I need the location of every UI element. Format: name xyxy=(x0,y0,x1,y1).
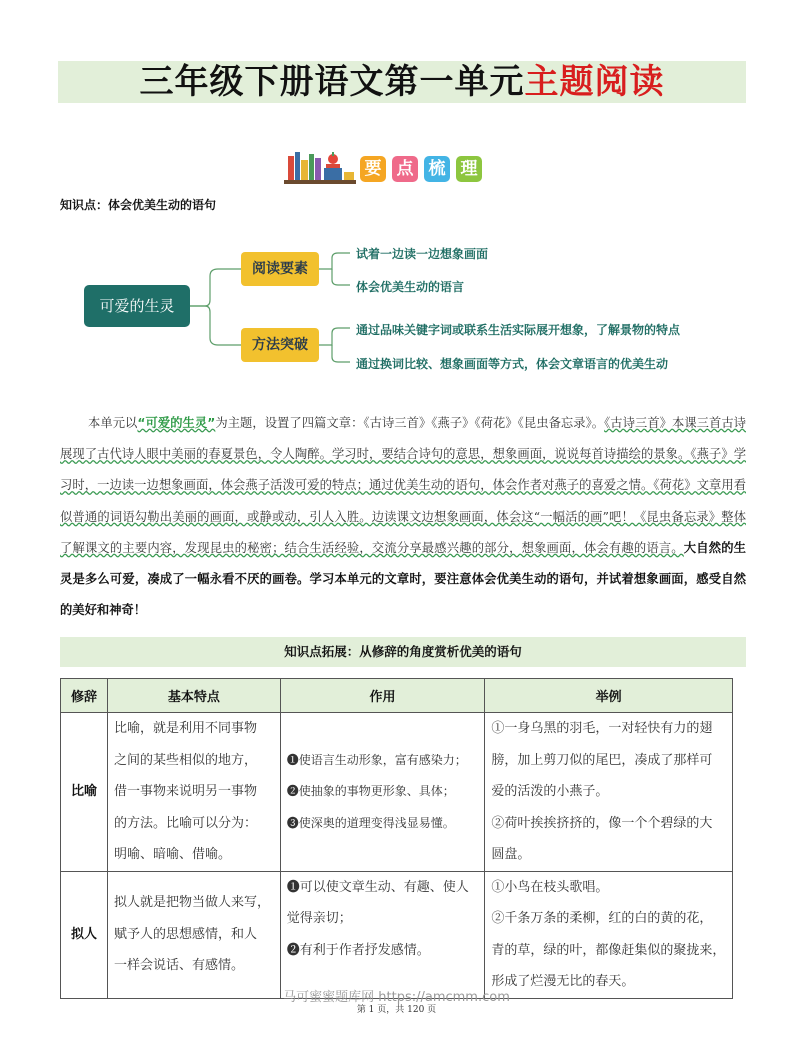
examples-line: 圆盘。 xyxy=(491,847,531,862)
mindmap-connectors xyxy=(0,0,793,400)
table-header: 作用 xyxy=(280,679,485,713)
features-line: 拟人就是把物当做人来写， xyxy=(113,895,270,911)
features-line: 赋予人的思想感情，和人 xyxy=(113,926,257,942)
features-line: 一样会说话、有感情。 xyxy=(113,958,244,974)
mindmap-branch-method: 方法突破 xyxy=(241,328,319,362)
examples-line: ②荷叶挨挨挤挤的，像一个个碧绿的大 xyxy=(491,815,713,831)
title-main: 三年级下册语文第一单元 xyxy=(139,62,525,102)
section-badge-3: 梳 xyxy=(424,156,450,182)
features-line: 的方法。比喻可以分为： xyxy=(113,815,257,831)
examples-line: 爱的活泼的小燕子。 xyxy=(491,784,609,799)
examples-line: ②千条万条的柔柳，红的白的黄的花， xyxy=(491,911,713,926)
intro-summary-text: 大自然的生灵是多么可爱，凑成了一幅永看不厌的画卷。学习本单元的文章时，要注意体会优美生动的语句，并试着想象画面，感受自然的美好和神奇！ xyxy=(60,540,746,618)
effects-line: ❸使深奥的道理变得浅显易懂。 xyxy=(286,815,455,830)
mindmap-leaf: 体会优美生动的语言 xyxy=(356,280,465,294)
examples-line: 青的草，绿的叶，都像赶集似的聚拢来， xyxy=(491,942,726,958)
mindmap-leaf: 试着一边读一边想象画面 xyxy=(356,247,489,261)
examples-cell xyxy=(485,871,733,998)
table-row xyxy=(61,871,733,998)
effects-line: 觉得亲切； xyxy=(286,911,352,926)
mindmap-branch-reading: 阅读要素 xyxy=(241,252,319,286)
intro-text: 为主题，设置了四篇文章：《古诗三首》《燕子》《荷花》《昆虫备忘录》。 xyxy=(215,416,605,430)
unit-theme: “可爱的生灵” xyxy=(137,416,216,430)
table-header: 修辞 xyxy=(61,679,108,713)
extension-heading: 知识点拓展：从修辞的角度赏析优美的语句 xyxy=(60,637,746,667)
table-header: 举例 xyxy=(485,679,733,713)
table-row xyxy=(61,713,733,872)
title-highlight: 主题阅读 xyxy=(524,62,665,102)
effects-cell xyxy=(280,713,485,872)
page-number: 第 1 页，共 120 页 xyxy=(356,1005,437,1015)
section-badge-4: 理 xyxy=(456,156,482,182)
watermark: 马可蜜蜜题库网 https://amcmm.com xyxy=(283,990,510,1005)
effects-cell xyxy=(280,871,485,998)
effects-line: ❷使抽象的事物更形象、具体； xyxy=(286,784,455,798)
features-line: 之间的某些相似的地方， xyxy=(113,752,257,768)
effects-line: ❶使语言生动形象，富有感染力； xyxy=(286,752,467,767)
effects-line: ❷有利于作者抒发感情。 xyxy=(286,942,430,958)
features-line: 比喻，就是利用不同事物 xyxy=(113,721,257,736)
examples-line: ①一身乌黑的羽毛，一对轻快有力的翅 xyxy=(491,721,713,736)
table-header: 基本特点 xyxy=(107,679,280,713)
features-line: 借一事物来说明另一事物 xyxy=(113,784,257,799)
rhetoric-name: 比喻 xyxy=(61,713,108,872)
effects-line: ❶可以使文章生动、有趣、使人 xyxy=(286,879,469,895)
knowledge-point-heading: 知识点：体会优美生动的语句 xyxy=(60,198,217,212)
intro-text: 本单元以 xyxy=(88,416,138,430)
examples-line: ①小鸟在枝头歌唱。 xyxy=(491,879,609,895)
features-cell xyxy=(107,871,280,998)
section-badge-2: 点 xyxy=(392,156,418,182)
examples-cell xyxy=(485,713,733,872)
intro-lessons-text: 《古诗三首》本课三首古诗展现了古代诗人眼中美丽的春夏景色，令人陶醉。学习时，要结合诗句的意思，想象画面，说说每首诗描绘的景象。《燕子》学习时，一边读一边想象画面，体会燕子活泼可爱的特点；通过优美生动的语句，体会作者对燕子的喜爱之情。《荷花》文章用看似普通的词语勾勒出美丽的画面，或静或动，引人入胜。边读课文边想象画面，体会这“一幅活的画”吧！《昆虫备忘录》整体了解课文的主要内容，发现昆虫的秘密；结合生活经验，交流分享最感兴趣的部分，想象画面，体会有趣的语言。 xyxy=(60,416,746,555)
examples-line: 形成了烂漫无比的春天。 xyxy=(491,974,635,989)
unit-intro-paragraph xyxy=(60,408,746,626)
examples-line: 膀，加上剪刀似的尾巴，凑成了那样可 xyxy=(491,752,713,768)
section-badge-1: 要 xyxy=(360,156,386,182)
features-line: 明喻、暗喻、借喻。 xyxy=(113,847,231,862)
mindmap-root: 可爱的生灵 xyxy=(84,285,190,327)
rhetoric-table xyxy=(60,678,733,999)
table-header-row xyxy=(61,679,733,713)
features-cell xyxy=(107,713,280,872)
mindmap-leaf: 通过品味关键字词或联系生活实际展开想象，了解景物的特点 xyxy=(356,323,681,337)
mindmap-leaf: 通过换词比较、想象画面等方式，体会文章语言的优美生动 xyxy=(356,357,669,371)
rhetoric-name: 拟人 xyxy=(61,871,108,998)
